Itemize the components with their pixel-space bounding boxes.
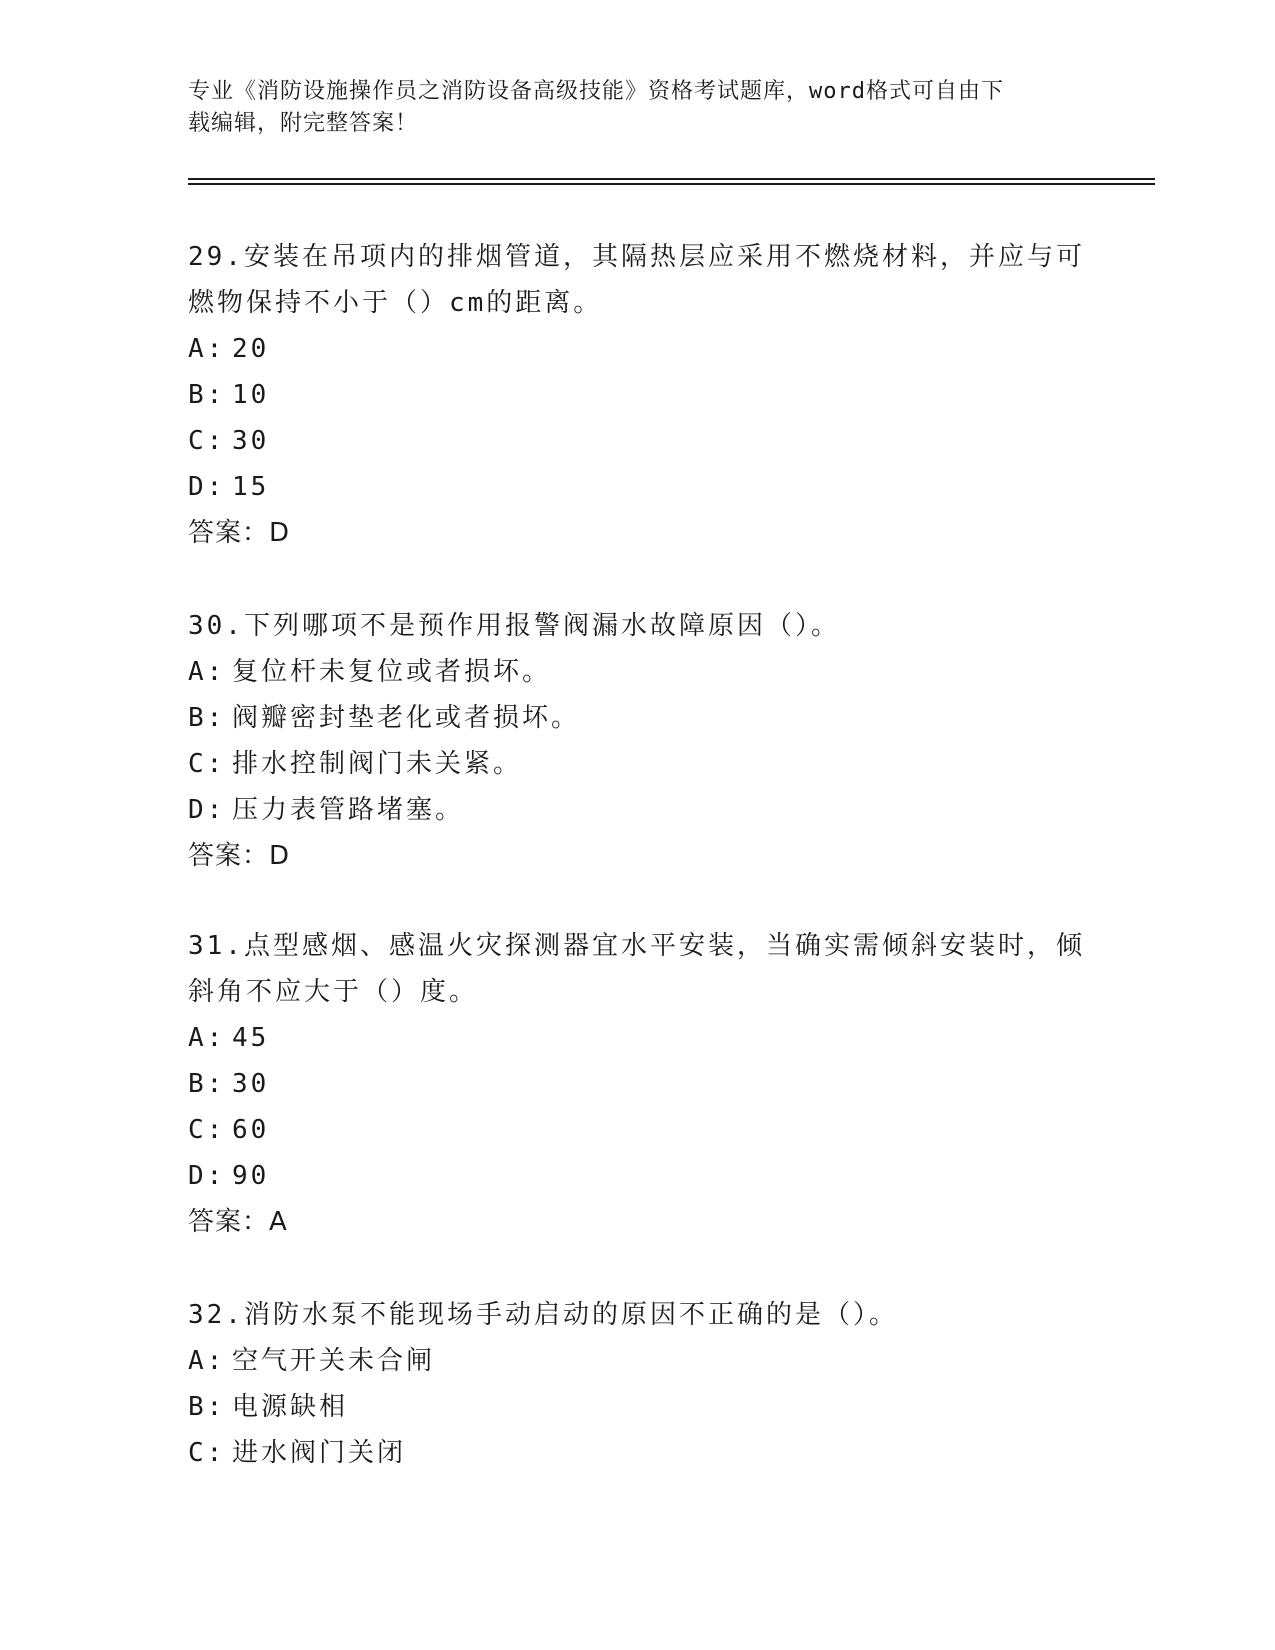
- option-c: [188, 1107, 1088, 1153]
- answer: 答案：D: [188, 518, 291, 548]
- option-label: C:: [188, 1115, 226, 1145]
- option-a: [188, 1015, 1088, 1061]
- option-text: 排水控制阀门未关紧。: [232, 749, 523, 779]
- option-text: 15: [232, 472, 270, 502]
- question-32: [188, 1292, 1088, 1476]
- option-text: 压力表管路堵塞。: [232, 795, 465, 825]
- question-text-line: 燃物保持不小于（）cm的距离。: [188, 288, 603, 318]
- header-divider-bottom: [188, 183, 1155, 185]
- question-29: [188, 234, 1088, 556]
- option-text: 45: [232, 1023, 270, 1053]
- document-header: [188, 76, 1068, 140]
- header-line-1: 专业《消防设施操作员之消防设备高级技能》资格考试题库，word格式可自由下: [188, 79, 1004, 104]
- option-text: 阀瓣密封垫老化或者损坏。: [232, 703, 581, 733]
- option-b: [188, 1061, 1088, 1107]
- question-text-line: 31.点型感烟、感温火灾探测器宜水平安装，当确实需倾斜安装时，倾: [188, 931, 1085, 961]
- option-label: C:: [188, 749, 226, 779]
- option-b: [188, 1384, 1088, 1430]
- question-text-line: 斜角不应大于（）度。: [188, 977, 479, 1007]
- option-text: 60: [232, 1115, 270, 1145]
- answer: 答案：A: [188, 1207, 288, 1237]
- question-31: [188, 923, 1088, 1245]
- option-text: 空气开关未合闸: [232, 1346, 436, 1376]
- option-text: 90: [232, 1161, 270, 1191]
- option-d: [188, 787, 1088, 833]
- question-text: [188, 603, 1088, 649]
- option-b: [188, 695, 1088, 741]
- option-label: D:: [188, 795, 226, 825]
- option-label: D:: [188, 1161, 226, 1191]
- option-a: [188, 1338, 1088, 1384]
- option-text: 进水阀门关闭: [232, 1438, 407, 1468]
- header-line-2: 载编辑，附完整答案！: [188, 111, 419, 136]
- question-text: [188, 1292, 1088, 1338]
- option-c: [188, 741, 1088, 787]
- option-text: 30: [232, 426, 270, 456]
- option-label: A:: [188, 1346, 226, 1376]
- option-label: C:: [188, 1438, 226, 1468]
- question-30: [188, 603, 1088, 879]
- question-text-line: 29.安装在吊项内的排烟管道，其隔热层应采用不燃烧材料，并应与可: [188, 242, 1085, 272]
- option-text: 复位杆未复位或者损坏。: [232, 657, 552, 687]
- option-c: [188, 418, 1088, 464]
- option-text: 20: [232, 334, 270, 364]
- option-label: A:: [188, 657, 226, 687]
- option-a: [188, 326, 1088, 372]
- option-label: C:: [188, 426, 226, 456]
- option-b: [188, 372, 1088, 418]
- option-label: D:: [188, 472, 226, 502]
- answer: 答案：D: [188, 841, 291, 871]
- option-a: [188, 649, 1088, 695]
- option-label: B:: [188, 703, 226, 733]
- question-text: [188, 234, 1088, 326]
- option-text: 电源缺相: [232, 1392, 349, 1422]
- option-text: 30: [232, 1069, 270, 1099]
- option-d: [188, 1153, 1088, 1199]
- option-d: [188, 464, 1088, 510]
- option-label: B:: [188, 1392, 226, 1422]
- question-text-line: 32.消防水泵不能现场手动启动的原因不正确的是（）。: [188, 1300, 898, 1330]
- question-text: [188, 923, 1088, 1015]
- header-divider-top: [188, 178, 1155, 180]
- question-text-line: 30.下列哪项不是预作用报警阀漏水故障原因（）。: [188, 611, 840, 641]
- option-label: B:: [188, 1069, 226, 1099]
- option-c: [188, 1430, 1088, 1476]
- option-label: A:: [188, 1023, 226, 1053]
- option-label: B:: [188, 380, 226, 410]
- option-label: A:: [188, 334, 226, 364]
- option-text: 10: [232, 380, 270, 410]
